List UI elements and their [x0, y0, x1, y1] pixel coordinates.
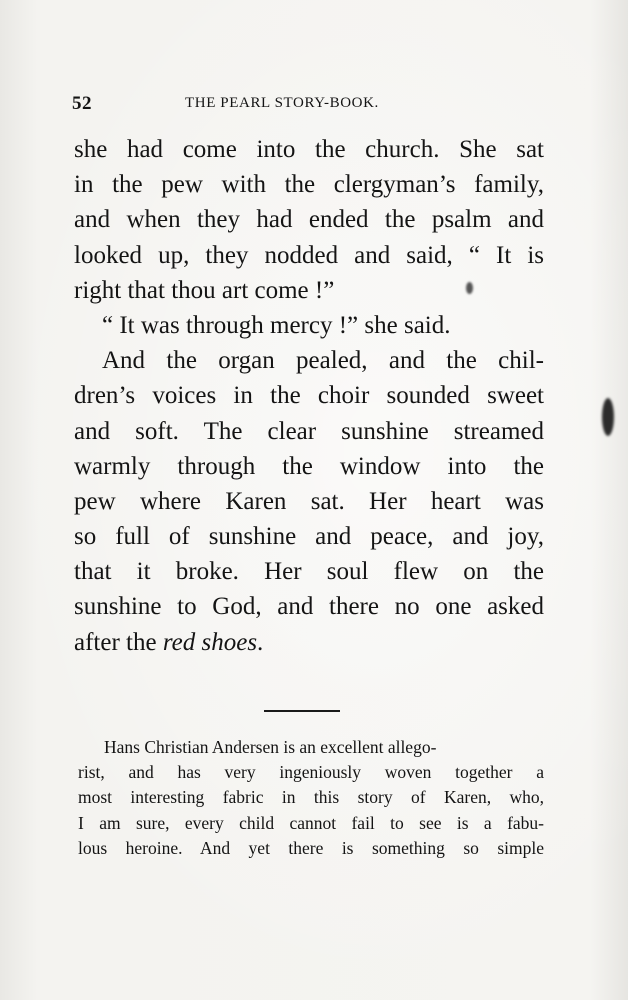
text-line: And the organ pealed, and the chil- — [102, 347, 544, 375]
text-fragment: . — [257, 628, 264, 656]
note-line: I am sure, every child cannot fail to see is a fabu- — [78, 812, 544, 833]
text-line: that it broke. Her soul flew on the — [74, 558, 544, 586]
text-line: pew where Karen sat. Her heart was — [74, 487, 544, 515]
text-line: right that thou art come !” — [74, 276, 335, 304]
note-line: Hans Christian Andersen is an excellent allego- — [104, 737, 437, 757]
note-line: lous heroine. And yet there is something so simple — [78, 837, 544, 858]
ink-blot — [602, 398, 614, 436]
text-line: and soft. The clear sunshine streamed — [74, 417, 544, 445]
text-line: she had come into the church. She sat — [74, 136, 544, 163]
text-line: in the pew with the clergyman’s family, — [74, 171, 544, 199]
text-line-last — [74, 625, 544, 660]
text-line: looked up, they nodded and said, “ It is — [74, 241, 544, 269]
story-text — [74, 132, 544, 660]
ink-speck — [466, 282, 473, 294]
page-header — [72, 93, 544, 119]
section-divider — [264, 710, 340, 712]
text-line: warmly through the window into the — [74, 452, 544, 480]
italic-title: red shoes — [162, 628, 258, 656]
page-number: 52 — [72, 93, 92, 114]
running-head: THE PEARL STORY-BOOK. — [185, 95, 379, 111]
note-line: most interesting fabric in this story of Karen, who, — [78, 787, 544, 808]
text-fragment: after the — [74, 628, 163, 656]
text-line: sunshine to God, and there no one asked — [74, 593, 544, 621]
editor-note — [78, 735, 544, 861]
text-line: dren’s voices in the choir sounded sweet — [74, 382, 544, 410]
text-line: “ It was through mercy !” she said. — [102, 311, 451, 339]
text-line: so full of sunshine and peace, and joy, — [74, 523, 544, 551]
note-line: rist, and has very ingeniously woven together a — [78, 762, 544, 783]
text-line: and when they had ended the psalm and — [74, 206, 544, 234]
